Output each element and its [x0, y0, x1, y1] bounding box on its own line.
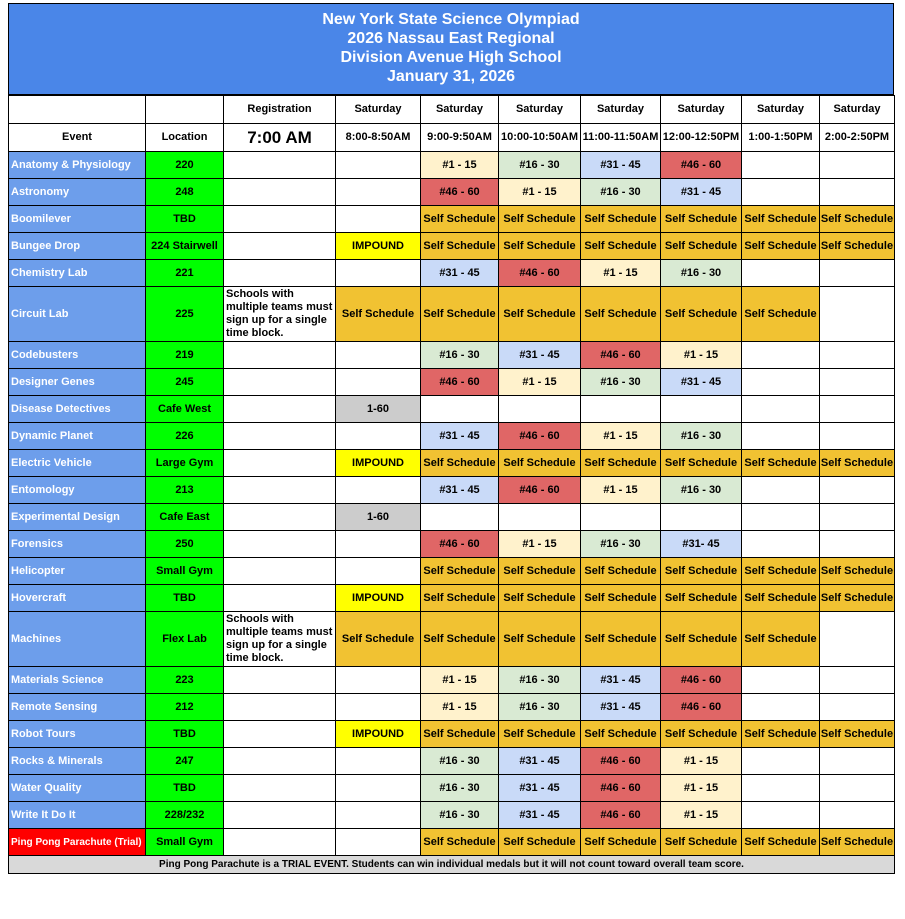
table-row: [9, 531, 895, 558]
time-slot-cell: [499, 396, 581, 423]
time-slot-cell: Self Schedule: [421, 721, 499, 748]
registration-cell: [224, 152, 336, 179]
time-slot-cell: #46 - 60: [499, 477, 581, 504]
time-slot-cell: #31 - 45: [421, 260, 499, 287]
time-slot-cell: #16 - 30: [421, 748, 499, 775]
time-slot-cell: [336, 558, 421, 585]
header-day-cell: Saturday: [499, 96, 581, 124]
time-slot-cell: #46 - 60: [581, 748, 661, 775]
time-slot-cell: #16 - 30: [581, 531, 661, 558]
header-time-slot: 2:00-2:50PM: [820, 124, 895, 152]
location-cell: 221: [146, 260, 224, 287]
registration-cell: [224, 748, 336, 775]
time-slot-cell: #1 - 15: [661, 342, 742, 369]
location-cell: 225: [146, 287, 224, 342]
time-slot-cell: [336, 260, 421, 287]
time-slot-cell: 1-60: [336, 504, 421, 531]
event-name-cell: Remote Sensing: [9, 694, 146, 721]
time-slot-cell: Self Schedule: [661, 829, 742, 856]
time-slot-cell: #1 - 15: [499, 531, 581, 558]
time-slot-cell: #16 - 30: [661, 260, 742, 287]
event-name-cell: Ping Pong Parachute (Trial): [9, 829, 146, 856]
time-slot-cell: [820, 612, 895, 667]
time-slot-cell: Self Schedule: [820, 558, 895, 585]
time-slot-cell: Self Schedule: [499, 287, 581, 342]
schedule-body: [9, 96, 895, 874]
registration-cell: [224, 233, 336, 260]
table-row: [9, 721, 895, 748]
table-row: [9, 775, 895, 802]
time-slot-cell: #46 - 60: [421, 531, 499, 558]
time-slot-cell: #31 - 45: [499, 342, 581, 369]
time-slot-cell: Self Schedule: [820, 233, 895, 260]
header-day-cell: Saturday: [581, 96, 661, 124]
location-cell: 224 Stairwell: [146, 233, 224, 260]
event-name-cell: Forensics: [9, 531, 146, 558]
time-slot-cell: [661, 396, 742, 423]
time-slot-cell: #1 - 15: [499, 179, 581, 206]
time-slot-cell: [820, 396, 895, 423]
time-slot-cell: #16 - 30: [581, 179, 661, 206]
time-slot-cell: [742, 152, 820, 179]
time-slot-cell: #16 - 30: [421, 342, 499, 369]
time-slot-cell: Self Schedule: [581, 287, 661, 342]
time-slot-cell: [336, 667, 421, 694]
title-line-3: Division Avenue High School: [340, 49, 562, 66]
time-slot-cell: [820, 477, 895, 504]
location-cell: 250: [146, 531, 224, 558]
time-slot-cell: Self Schedule: [421, 585, 499, 612]
time-slot-cell: [820, 287, 895, 342]
location-cell: 226: [146, 423, 224, 450]
time-slot-cell: #31- 45: [661, 531, 742, 558]
time-slot-cell: #16 - 30: [421, 802, 499, 829]
location-cell: TBD: [146, 775, 224, 802]
time-slot-cell: Self Schedule: [820, 206, 895, 233]
time-slot-cell: #46 - 60: [661, 667, 742, 694]
time-slot-cell: [820, 694, 895, 721]
header-registration-time: 7:00 AM: [224, 124, 336, 152]
time-slot-cell: [820, 369, 895, 396]
time-slot-cell: #16 - 30: [661, 477, 742, 504]
event-name-cell: Hovercraft: [9, 585, 146, 612]
time-slot-cell: #1 - 15: [661, 775, 742, 802]
time-slot-cell: Self Schedule: [820, 450, 895, 477]
location-cell: TBD: [146, 206, 224, 233]
header-time-slot: 8:00-8:50AM: [336, 124, 421, 152]
location-cell: 228/232: [146, 802, 224, 829]
time-slot-cell: [820, 504, 895, 531]
registration-cell: [224, 423, 336, 450]
event-name-cell: Machines: [9, 612, 146, 667]
header-day-cell: Registration: [224, 96, 336, 124]
time-slot-cell: IMPOUND: [336, 233, 421, 260]
time-slot-cell: [820, 342, 895, 369]
time-slot-cell: [742, 396, 820, 423]
location-cell: 223: [146, 667, 224, 694]
location-cell: 212: [146, 694, 224, 721]
registration-cell: [224, 477, 336, 504]
time-slot-cell: #1 - 15: [421, 152, 499, 179]
header-time-slot: 11:00-11:50AM: [581, 124, 661, 152]
event-name-cell: Electric Vehicle: [9, 450, 146, 477]
registration-cell: [224, 829, 336, 856]
event-name-cell: Boomilever: [9, 206, 146, 233]
time-slot-cell: [820, 423, 895, 450]
time-slot-cell: Self Schedule: [742, 206, 820, 233]
time-slot-cell: #31 - 45: [661, 369, 742, 396]
time-slot-cell: [820, 260, 895, 287]
header-time-slot: 12:00-12:50PM: [661, 124, 742, 152]
time-slot-cell: [742, 748, 820, 775]
location-cell: 220: [146, 152, 224, 179]
time-slot-cell: [820, 179, 895, 206]
time-slot-cell: Self Schedule: [499, 206, 581, 233]
event-name-cell: Bungee Drop: [9, 233, 146, 260]
time-slot-cell: #1 - 15: [661, 802, 742, 829]
event-name-cell: Write It Do It: [9, 802, 146, 829]
time-slot-cell: #1 - 15: [499, 369, 581, 396]
time-slot-cell: Self Schedule: [661, 233, 742, 260]
time-slot-cell: Self Schedule: [581, 233, 661, 260]
time-slot-cell: [336, 748, 421, 775]
time-slot-cell: #31 - 45: [499, 802, 581, 829]
time-slot-cell: Self Schedule: [336, 287, 421, 342]
footer-note: Ping Pong Parachute is a TRIAL EVENT. Students can win individual medals but it will not count toward overall team score.: [9, 856, 895, 874]
location-cell: 219: [146, 342, 224, 369]
time-slot-cell: 1-60: [336, 396, 421, 423]
time-slot-cell: [336, 369, 421, 396]
time-slot-cell: [336, 694, 421, 721]
time-slot-cell: #46 - 60: [581, 802, 661, 829]
time-slot-cell: #46 - 60: [581, 342, 661, 369]
time-slot-cell: Self Schedule: [820, 721, 895, 748]
location-cell: TBD: [146, 585, 224, 612]
event-name-cell: Water Quality: [9, 775, 146, 802]
registration-cell: [224, 721, 336, 748]
time-slot-cell: [742, 694, 820, 721]
time-slot-cell: Self Schedule: [581, 721, 661, 748]
location-cell: Large Gym: [146, 450, 224, 477]
time-slot-cell: #16 - 30: [581, 369, 661, 396]
time-slot-cell: Self Schedule: [820, 585, 895, 612]
time-slot-cell: #46 - 60: [499, 423, 581, 450]
registration-cell: [224, 802, 336, 829]
time-slot-cell: Self Schedule: [336, 612, 421, 667]
time-slot-cell: [336, 802, 421, 829]
time-slot-cell: Self Schedule: [499, 233, 581, 260]
time-slot-cell: Self Schedule: [661, 558, 742, 585]
time-slot-cell: #1 - 15: [581, 423, 661, 450]
table-row: [9, 748, 895, 775]
header-row-time: [9, 124, 895, 152]
time-slot-cell: #16 - 30: [421, 775, 499, 802]
time-slot-cell: [581, 396, 661, 423]
location-cell: 248: [146, 179, 224, 206]
time-slot-cell: #31 - 45: [499, 748, 581, 775]
time-slot-cell: Self Schedule: [742, 721, 820, 748]
time-slot-cell: [820, 775, 895, 802]
time-slot-cell: Self Schedule: [661, 450, 742, 477]
time-slot-cell: [742, 477, 820, 504]
title-line-2: 2026 Nassau East Regional: [347, 30, 555, 47]
time-slot-cell: [336, 423, 421, 450]
event-name-cell: Dynamic Planet: [9, 423, 146, 450]
time-slot-cell: #46 - 60: [421, 369, 499, 396]
time-slot-cell: Self Schedule: [499, 612, 581, 667]
time-slot-cell: [336, 477, 421, 504]
time-slot-cell: Self Schedule: [581, 558, 661, 585]
time-slot-cell: [820, 531, 895, 558]
time-slot-cell: [336, 531, 421, 558]
registration-cell: Schools with multiple teams must sign up for a single time block.: [224, 287, 336, 342]
registration-cell: [224, 694, 336, 721]
time-slot-cell: #31 - 45: [581, 667, 661, 694]
table-row: [9, 802, 895, 829]
time-slot-cell: Self Schedule: [661, 612, 742, 667]
location-cell: 213: [146, 477, 224, 504]
event-name-cell: Astronomy: [9, 179, 146, 206]
table-row: [9, 179, 895, 206]
time-slot-cell: Self Schedule: [421, 829, 499, 856]
registration-cell: [224, 504, 336, 531]
event-name-cell: Rocks & Minerals: [9, 748, 146, 775]
time-slot-cell: [336, 829, 421, 856]
table-row: [9, 342, 895, 369]
table-row: [9, 694, 895, 721]
event-name-cell: Helicopter: [9, 558, 146, 585]
time-slot-cell: Self Schedule: [499, 585, 581, 612]
time-slot-cell: [421, 396, 499, 423]
time-slot-cell: Self Schedule: [742, 829, 820, 856]
time-slot-cell: [742, 504, 820, 531]
time-slot-cell: Self Schedule: [581, 585, 661, 612]
table-row: [9, 504, 895, 531]
time-slot-cell: [336, 206, 421, 233]
registration-cell: [224, 531, 336, 558]
event-name-cell: Entomology: [9, 477, 146, 504]
registration-cell: Schools with multiple teams must sign up for a single time block.: [224, 612, 336, 667]
time-slot-cell: Self Schedule: [742, 612, 820, 667]
time-slot-cell: [336, 775, 421, 802]
time-slot-cell: #46 - 60: [581, 775, 661, 802]
time-slot-cell: #1 - 15: [661, 748, 742, 775]
table-row: [9, 585, 895, 612]
table-row: [9, 450, 895, 477]
time-slot-cell: Self Schedule: [421, 233, 499, 260]
time-slot-cell: Self Schedule: [499, 558, 581, 585]
time-slot-cell: Self Schedule: [581, 612, 661, 667]
header-day-cell: Saturday: [661, 96, 742, 124]
title-line-1: New York State Science Olympiad: [322, 11, 580, 28]
time-slot-cell: [336, 179, 421, 206]
time-slot-cell: Self Schedule: [581, 206, 661, 233]
header-day-cell: Saturday: [336, 96, 421, 124]
table-row: [9, 396, 895, 423]
table-row: [9, 152, 895, 179]
time-slot-cell: #46 - 60: [661, 694, 742, 721]
location-cell: 247: [146, 748, 224, 775]
location-cell: Small Gym: [146, 558, 224, 585]
time-slot-cell: IMPOUND: [336, 585, 421, 612]
time-slot-cell: [421, 504, 499, 531]
time-slot-cell: #1 - 15: [581, 260, 661, 287]
time-slot-cell: [742, 775, 820, 802]
time-slot-cell: [820, 152, 895, 179]
time-slot-cell: #31 - 45: [499, 775, 581, 802]
header-event: Event: [9, 124, 146, 152]
time-slot-cell: [742, 667, 820, 694]
time-slot-cell: [820, 748, 895, 775]
location-cell: Cafe East: [146, 504, 224, 531]
time-slot-cell: #31 - 45: [421, 477, 499, 504]
schedule-title: [8, 3, 894, 95]
time-slot-cell: [336, 152, 421, 179]
time-slot-cell: Self Schedule: [742, 558, 820, 585]
event-name-cell: Robot Tours: [9, 721, 146, 748]
event-name-cell: Circuit Lab: [9, 287, 146, 342]
registration-cell: [224, 342, 336, 369]
registration-cell: [224, 585, 336, 612]
time-slot-cell: #46 - 60: [499, 260, 581, 287]
time-slot-cell: Self Schedule: [421, 558, 499, 585]
time-slot-cell: Self Schedule: [581, 829, 661, 856]
time-slot-cell: Self Schedule: [742, 287, 820, 342]
footer-row: [9, 856, 895, 874]
time-slot-cell: #1 - 15: [421, 667, 499, 694]
event-name-cell: Codebusters: [9, 342, 146, 369]
time-slot-cell: #46 - 60: [421, 179, 499, 206]
time-slot-cell: #1 - 15: [421, 694, 499, 721]
header-time-slot: 10:00-10:50AM: [499, 124, 581, 152]
time-slot-cell: Self Schedule: [661, 206, 742, 233]
time-slot-cell: IMPOUND: [336, 450, 421, 477]
time-slot-cell: Self Schedule: [581, 450, 661, 477]
time-slot-cell: Self Schedule: [421, 612, 499, 667]
time-slot-cell: [742, 260, 820, 287]
registration-cell: [224, 775, 336, 802]
location-cell: TBD: [146, 721, 224, 748]
time-slot-cell: IMPOUND: [336, 721, 421, 748]
registration-cell: [224, 179, 336, 206]
table-row: [9, 667, 895, 694]
header-row-day: [9, 96, 895, 124]
header-time-slot: 9:00-9:50AM: [421, 124, 499, 152]
time-slot-cell: #1 - 15: [581, 477, 661, 504]
header-day-cell: Saturday: [742, 96, 820, 124]
schedule-sheet: [8, 3, 894, 874]
time-slot-cell: [820, 667, 895, 694]
registration-cell: [224, 667, 336, 694]
location-cell: 245: [146, 369, 224, 396]
schedule-table: [8, 95, 895, 874]
time-slot-cell: #16 - 30: [499, 694, 581, 721]
event-name-cell: Experimental Design: [9, 504, 146, 531]
table-row: [9, 260, 895, 287]
time-slot-cell: Self Schedule: [661, 287, 742, 342]
time-slot-cell: [336, 342, 421, 369]
time-slot-cell: [499, 504, 581, 531]
registration-cell: [224, 558, 336, 585]
header-location: Location: [146, 124, 224, 152]
time-slot-cell: [742, 179, 820, 206]
time-slot-cell: Self Schedule: [421, 287, 499, 342]
event-name-cell: Designer Genes: [9, 369, 146, 396]
time-slot-cell: Self Schedule: [742, 450, 820, 477]
header-time-slot: 1:00-1:50PM: [742, 124, 820, 152]
time-slot-cell: #31 - 45: [661, 179, 742, 206]
registration-cell: [224, 206, 336, 233]
table-row: [9, 612, 895, 667]
time-slot-cell: #31 - 45: [421, 423, 499, 450]
time-slot-cell: [742, 802, 820, 829]
time-slot-cell: Self Schedule: [742, 233, 820, 260]
time-slot-cell: [742, 531, 820, 558]
title-line-4: January 31, 2026: [386, 68, 516, 85]
header-day-cell: [146, 96, 224, 124]
table-row: [9, 287, 895, 342]
table-row: [9, 423, 895, 450]
time-slot-cell: #46 - 60: [661, 152, 742, 179]
time-slot-cell: #31 - 45: [581, 152, 661, 179]
header-day-cell: [9, 96, 146, 124]
time-slot-cell: Self Schedule: [499, 450, 581, 477]
time-slot-cell: #16 - 30: [499, 152, 581, 179]
table-row: [9, 233, 895, 260]
time-slot-cell: Self Schedule: [421, 206, 499, 233]
table-row: [9, 558, 895, 585]
registration-cell: [224, 396, 336, 423]
registration-cell: [224, 369, 336, 396]
time-slot-cell: Self Schedule: [820, 829, 895, 856]
table-row: [9, 206, 895, 233]
time-slot-cell: [661, 504, 742, 531]
event-name-cell: Chemistry Lab: [9, 260, 146, 287]
time-slot-cell: Self Schedule: [421, 450, 499, 477]
location-cell: Cafe West: [146, 396, 224, 423]
location-cell: Flex Lab: [146, 612, 224, 667]
event-name-cell: Anatomy & Physiology: [9, 152, 146, 179]
time-slot-cell: #16 - 30: [499, 667, 581, 694]
event-name-cell: Disease Detectives: [9, 396, 146, 423]
time-slot-cell: #31 - 45: [581, 694, 661, 721]
time-slot-cell: Self Schedule: [661, 721, 742, 748]
time-slot-cell: [742, 369, 820, 396]
event-name-cell: Materials Science: [9, 667, 146, 694]
registration-cell: [224, 260, 336, 287]
time-slot-cell: [581, 504, 661, 531]
time-slot-cell: Self Schedule: [499, 829, 581, 856]
table-row: [9, 369, 895, 396]
time-slot-cell: Self Schedule: [499, 721, 581, 748]
time-slot-cell: Self Schedule: [742, 585, 820, 612]
time-slot-cell: Self Schedule: [661, 585, 742, 612]
time-slot-cell: [742, 423, 820, 450]
header-day-cell: Saturday: [421, 96, 499, 124]
table-row: [9, 477, 895, 504]
header-day-cell: Saturday: [820, 96, 895, 124]
registration-cell: [224, 450, 336, 477]
location-cell: Small Gym: [146, 829, 224, 856]
table-row: [9, 829, 895, 856]
time-slot-cell: #16 - 30: [661, 423, 742, 450]
time-slot-cell: [820, 802, 895, 829]
time-slot-cell: [742, 342, 820, 369]
